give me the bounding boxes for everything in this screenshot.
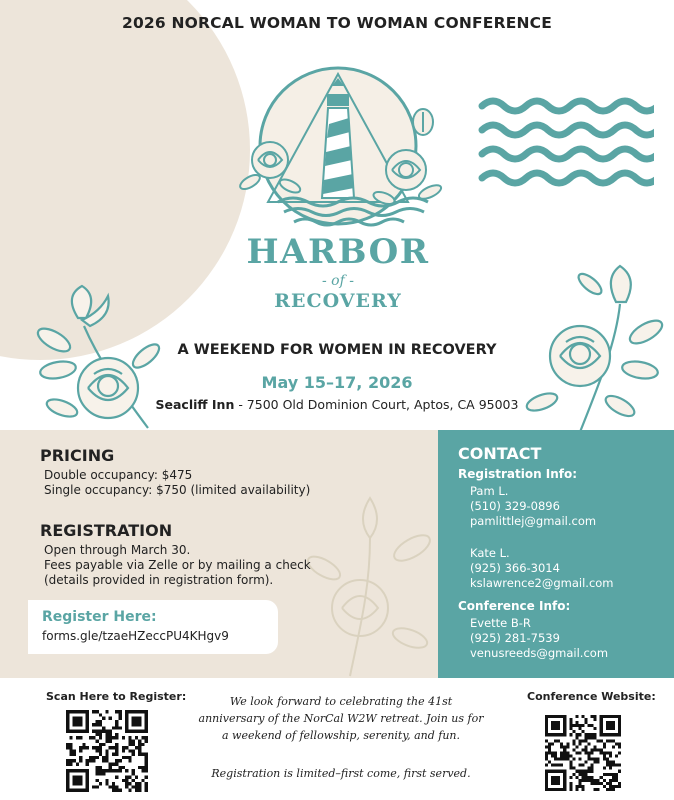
logo-word-of: - of - xyxy=(322,273,354,289)
event-headline: A WEEKEND FOR WOMEN IN RECOVERY xyxy=(177,342,497,358)
registration-info-label: Registration Info: xyxy=(458,467,578,481)
contact-email[interactable]: pamlittlej@gmail.com xyxy=(470,514,597,528)
contact-email[interactable]: kslawrence2@gmail.com xyxy=(470,576,614,590)
closing-note: Registration is limited–first come, first served. xyxy=(211,767,471,780)
closing-message: We look forward to celebrating the 41st anniversary of the NorCal W2W retreat. Join us for a weekend of fellowship, serenity, and fun. xyxy=(198,695,484,742)
contact-name: Evette B-R xyxy=(470,616,531,630)
venue-address: - 7500 Old Dominion Court, Aptos, CA 95003 xyxy=(234,397,519,412)
pricing-heading: PRICING xyxy=(40,446,115,465)
registration-line-2: Fees payable via Zelle or by mailing a check xyxy=(44,558,311,572)
conference-website-label: Conference Website: xyxy=(527,690,656,703)
pricing-line-single: Single occupancy: $750 (limited availability) xyxy=(44,483,311,497)
pricing-line-double: Double occupancy: $475 xyxy=(44,468,193,482)
registration-line-1: Open through March 30. xyxy=(44,543,191,557)
venue-name: Seacliff Inn xyxy=(155,397,235,412)
contact-heading: CONTACT xyxy=(458,444,542,463)
contact-phone: (925) 281-7539 xyxy=(470,631,560,645)
logo-word-recovery: RECOVERY xyxy=(274,290,402,312)
register-here-label: Register Here: xyxy=(42,609,157,625)
event-venue xyxy=(0,397,674,412)
registration-heading: REGISTRATION xyxy=(40,521,173,540)
registration-link[interactable]: forms.gle/tzaeHZeccPU4KHgv9 xyxy=(42,629,229,643)
contact-name: Kate L. xyxy=(470,546,510,560)
contact-phone: (925) 366-3014 xyxy=(470,561,560,575)
logo-word-harbor: HARBOR xyxy=(246,232,430,272)
conference-info-label: Conference Info: xyxy=(458,599,571,613)
event-dates: May 15–17, 2026 xyxy=(261,373,413,392)
scan-register-label: Scan Here to Register: xyxy=(46,690,187,703)
registration-line-3: (details provided in registration form). xyxy=(44,573,274,587)
wave-decoration-icon xyxy=(478,92,654,188)
logo-wordmark xyxy=(228,232,448,312)
registration-qr-code-icon[interactable] xyxy=(66,710,148,792)
contact-email[interactable]: venusreeds@gmail.com xyxy=(470,646,609,660)
contact-phone: (510) 329-0896 xyxy=(470,499,560,513)
website-qr-code-icon[interactable] xyxy=(545,715,621,791)
contact-name: Pam L. xyxy=(470,484,509,498)
faint-rose-decoration-icon xyxy=(300,488,450,678)
conference-title: 2026 NORCAL WOMAN TO WOMAN CONFERENCE xyxy=(121,14,553,32)
rose-illustration-left-icon xyxy=(28,278,178,438)
